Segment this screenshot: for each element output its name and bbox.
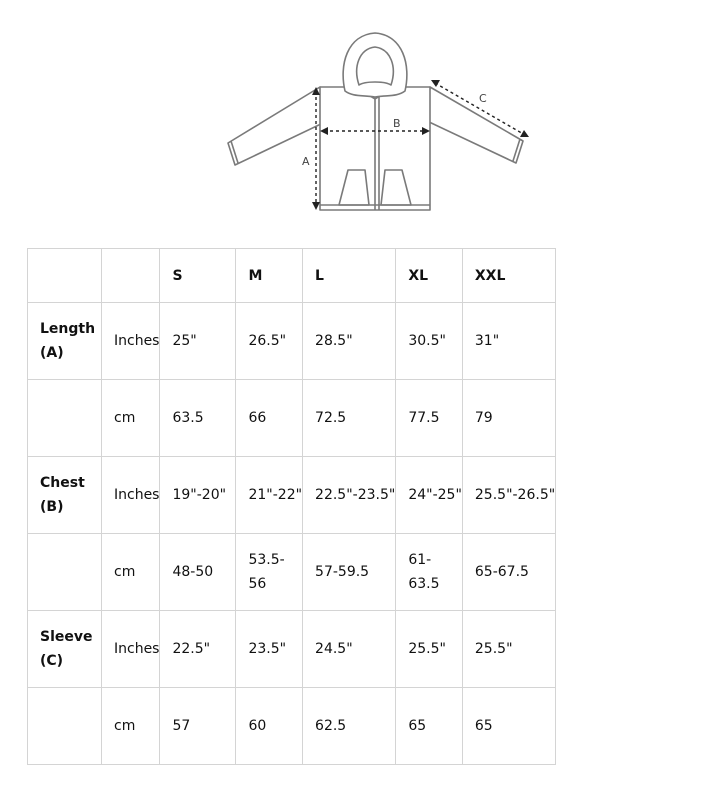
hoodie-drawing bbox=[215, 25, 545, 220]
measure-label bbox=[28, 534, 102, 611]
table-cell: 25" bbox=[160, 303, 236, 380]
dimension-a-label: A bbox=[302, 155, 310, 168]
table-row bbox=[28, 611, 556, 688]
table-cell: 25.5" bbox=[462, 611, 555, 688]
table-cell: 65 bbox=[462, 688, 555, 765]
table-cell: 65 bbox=[396, 688, 463, 765]
table-row bbox=[28, 688, 556, 765]
header-unit-cell bbox=[102, 249, 160, 303]
table-cell: 26.5" bbox=[236, 303, 303, 380]
size-header: M bbox=[236, 249, 303, 303]
hood-opening bbox=[357, 47, 394, 85]
table-cell: 24.5" bbox=[303, 611, 396, 688]
table-cell: 31" bbox=[462, 303, 555, 380]
unit-label: Inches bbox=[102, 457, 160, 534]
header-empty-cell bbox=[28, 249, 102, 303]
table-cell: 22.5"-23.5" bbox=[303, 457, 396, 534]
table-cell: 25.5" bbox=[396, 611, 463, 688]
table-cell: 30.5" bbox=[396, 303, 463, 380]
table-cell: 48-50 bbox=[160, 534, 236, 611]
table-cell: 28.5" bbox=[303, 303, 396, 380]
table-cell: 19"-20" bbox=[160, 457, 236, 534]
size-header-row bbox=[28, 249, 556, 303]
unit-label: cm bbox=[102, 688, 160, 765]
table-cell: 21"-22" bbox=[236, 457, 303, 534]
table-cell: 65-67.5 bbox=[462, 534, 555, 611]
table-cell: 57-59.5 bbox=[303, 534, 396, 611]
unit-label: cm bbox=[102, 534, 160, 611]
dimension-b-label: B bbox=[393, 117, 401, 130]
size-chart-table bbox=[27, 248, 556, 765]
table-cell: 25.5"-26.5" bbox=[462, 457, 555, 534]
measure-label: Chest (B) bbox=[28, 457, 102, 534]
unit-label: Inches bbox=[102, 611, 160, 688]
table-cell: 24"-25" bbox=[396, 457, 463, 534]
table-cell: 61-63.5 bbox=[396, 534, 463, 611]
table-row bbox=[28, 303, 556, 380]
table-row bbox=[28, 457, 556, 534]
table-cell: 57 bbox=[160, 688, 236, 765]
size-header: L bbox=[303, 249, 396, 303]
table-row bbox=[28, 534, 556, 611]
measure-label bbox=[28, 380, 102, 457]
table-cell: 62.5 bbox=[303, 688, 396, 765]
table-cell: 79 bbox=[462, 380, 555, 457]
table-cell: 72.5 bbox=[303, 380, 396, 457]
table-cell: 22.5" bbox=[160, 611, 236, 688]
measure-label bbox=[28, 688, 102, 765]
measure-label: Sleeve (C) bbox=[28, 611, 102, 688]
table-cell: 63.5 bbox=[160, 380, 236, 457]
unit-label: cm bbox=[102, 380, 160, 457]
table-cell: 77.5 bbox=[396, 380, 463, 457]
dimension-c-label: C bbox=[479, 92, 487, 105]
table-cell: 53.5-56 bbox=[236, 534, 303, 611]
size-header: XXL bbox=[462, 249, 555, 303]
unit-label: Inches bbox=[102, 303, 160, 380]
table-cell: 66 bbox=[236, 380, 303, 457]
table-cell: 23.5" bbox=[236, 611, 303, 688]
table-cell: 60 bbox=[236, 688, 303, 765]
left-sleeve bbox=[228, 87, 323, 165]
size-header: S bbox=[160, 249, 236, 303]
hoodie-diagram bbox=[215, 25, 545, 220]
measure-label: Length (A) bbox=[28, 303, 102, 380]
size-header: XL bbox=[396, 249, 463, 303]
table-row bbox=[28, 380, 556, 457]
